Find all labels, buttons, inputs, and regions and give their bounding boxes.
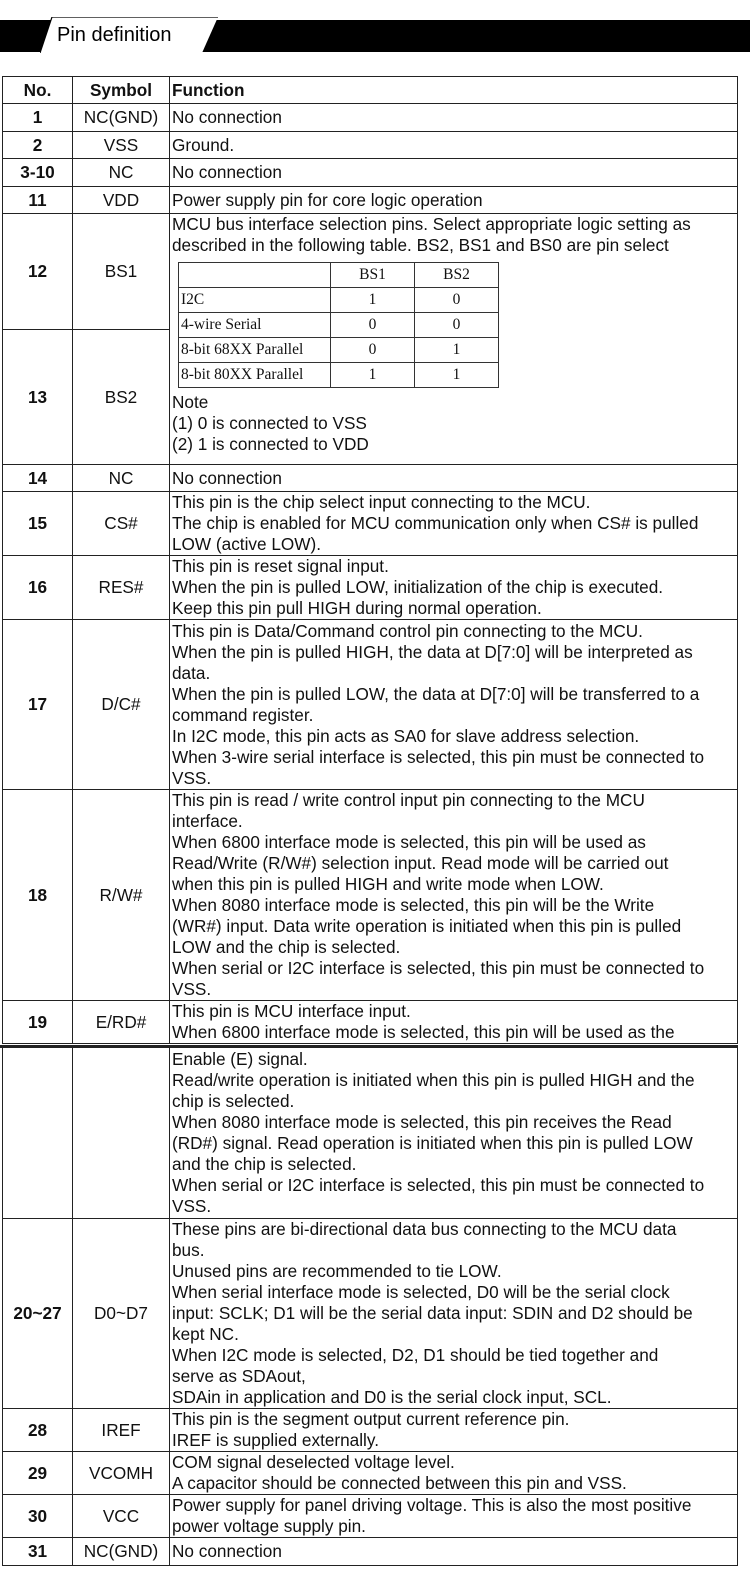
pin-number: 1 <box>3 104 73 132</box>
function-text-line: These pins are bi-directional data bus connecting to the MCU data <box>172 1219 677 1239</box>
table-header-row <box>3 77 738 104</box>
pin-symbol: RES# <box>73 556 170 620</box>
pin-symbol: NC(GND) <box>73 1538 170 1566</box>
pin-number: 18 <box>3 790 73 1001</box>
bus-select-value: 1 <box>415 338 499 363</box>
pin-function <box>170 132 738 159</box>
bus-select-value: 1 <box>331 288 415 313</box>
function-text-line: This pin is the segment output current reference pin. <box>172 1409 570 1429</box>
pin-number: 30 <box>3 1495 73 1538</box>
function-text-line: This pin is read / write control input pin connecting to the MCU <box>172 790 645 810</box>
pin-symbol: D/C# <box>73 620 170 790</box>
pin-symbol: VCOMH <box>73 1452 170 1495</box>
bus-select-header-cell: BS2 <box>415 263 499 288</box>
bus-select-mode: I2C <box>179 288 331 313</box>
bus-select-value: 0 <box>415 313 499 338</box>
pin-number: 2 <box>3 132 73 159</box>
pin-symbol: D0~D7 <box>73 1219 170 1409</box>
table-row <box>3 620 738 790</box>
pin-function <box>170 1538 738 1566</box>
pin-number <box>3 1048 73 1219</box>
function-text-line: LOW and the chip is selected. <box>172 937 401 957</box>
pin-function <box>170 556 738 620</box>
pin-number: 15 <box>3 492 73 556</box>
table-row <box>3 1409 738 1452</box>
pin-number: 12 <box>3 214 73 330</box>
bus-select-value: 1 <box>415 363 499 388</box>
function-text-line: input: SCLK; D1 will be the serial data input: SDIN and D2 should be <box>172 1303 693 1323</box>
function-text-line: When the pin is pulled HIGH, the data at D[7:0] will be interpreted as <box>172 641 693 662</box>
pin-definition-table <box>2 76 738 1044</box>
pin-number: 19 <box>3 1001 73 1044</box>
bus-select-value: 0 <box>331 313 415 338</box>
pin-symbol: BS2 <box>73 330 170 465</box>
function-text-line: LOW (active LOW). <box>172 534 321 554</box>
function-text-line: IREF is supplied externally. <box>172 1430 379 1450</box>
bus-select-value: 0 <box>331 338 415 363</box>
function-text-line: bus. <box>172 1240 205 1260</box>
function-text-line: serve as SDAout, <box>172 1366 306 1386</box>
function-text-line: When 6800 interface mode is selected, this pin will be used as the <box>172 1022 675 1042</box>
function-text-line: MCU bus interface selection pins. Select appropriate logic setting as <box>172 214 691 234</box>
pin-function <box>170 104 738 132</box>
table-row <box>3 159 738 187</box>
table-row <box>3 214 738 330</box>
function-text-line: chip is selected. <box>172 1091 295 1111</box>
function-text-line: SDAin in application and D0 is the serial clock input, SCL. <box>172 1387 612 1407</box>
function-text-line: When serial interface mode is selected, D0 will be the serial clock <box>172 1282 670 1302</box>
table-row <box>3 1452 738 1495</box>
table-row <box>3 104 738 132</box>
function-text-line: (RD#) signal. Read operation is initiated when this pin is pulled LOW <box>172 1133 693 1153</box>
bus-select-row <box>179 338 499 363</box>
bus-select-header-row <box>179 263 499 288</box>
function-text-line: Ground. <box>172 134 235 155</box>
pin-function <box>170 1495 738 1538</box>
pin-symbol: BS1 <box>73 214 170 330</box>
pin-number: 17 <box>3 620 73 790</box>
pin-function <box>170 620 738 790</box>
section-title: Pin definition <box>57 24 172 46</box>
pin-function <box>170 1409 738 1452</box>
pin-symbol: E/RD# <box>73 1001 170 1044</box>
function-text-line: When 3-wire serial interface is selected, this pin must be connected to <box>172 746 705 767</box>
function-text-line: VSS. <box>172 767 212 788</box>
table-row <box>3 1001 738 1044</box>
pin-symbol: VCC <box>73 1495 170 1538</box>
function-text-line: This pin is reset signal input. <box>172 556 389 576</box>
function-text-line: A capacitor should be connected between this pin and VSS. <box>172 1473 627 1493</box>
note-block <box>172 392 737 455</box>
function-text-line: Power supply for panel driving voltage. This is also the most positive <box>172 1495 692 1515</box>
pin-function <box>170 1452 738 1495</box>
function-text-line: kept NC. <box>172 1324 239 1344</box>
bus-select-table-wrapper <box>172 256 737 392</box>
bus-select-mode: 8-bit 80XX Parallel <box>179 363 331 388</box>
pin-symbol: VDD <box>73 187 170 214</box>
function-text-line: When the pin is pulled LOW, initialization of the chip is executed. <box>172 577 664 597</box>
bus-select-value: 1 <box>331 363 415 388</box>
bus-select-header-cell <box>179 263 331 288</box>
function-text-line: Power supply pin for core logic operation <box>172 189 483 210</box>
function-text-line: When I2C mode is selected, D2, D1 should be tied together and <box>172 1345 659 1365</box>
table-row <box>3 492 738 556</box>
function-text-line: No connection <box>172 1541 282 1561</box>
bus-select-header-cell: BS1 <box>331 263 415 288</box>
pin-symbol: CS# <box>73 492 170 556</box>
pin-function <box>170 465 738 492</box>
table-row <box>3 790 738 1001</box>
function-text-line: When 8080 interface mode is selected, this pin receives the Read <box>172 1112 672 1132</box>
column-header-no: No. <box>3 77 73 104</box>
function-text-line: When 8080 interface mode is selected, this pin will be the Write <box>172 895 655 915</box>
function-text-line: Read/write operation is initiated when this pin is pulled HIGH and the <box>172 1070 695 1090</box>
function-text-line: Read/Write (R/W#) selection input. Read mode will be carried out <box>172 853 669 873</box>
table-row <box>3 1538 738 1566</box>
table-row <box>3 465 738 492</box>
pin-symbol <box>73 1048 170 1219</box>
function-text-line: This pin is Data/Command control pin connecting to the MCU. <box>172 620 643 641</box>
pin-symbol: R/W# <box>73 790 170 1001</box>
pin-number: 11 <box>3 187 73 214</box>
bus-select-table <box>178 262 499 388</box>
function-text-line: When the pin is pulled LOW, the data at D[7:0] will be transferred to a <box>172 683 700 704</box>
pin-function <box>170 790 738 1001</box>
pin-number: 29 <box>3 1452 73 1495</box>
bus-select-row <box>179 288 499 313</box>
table-row <box>3 132 738 159</box>
function-text-line: (WR#) input. Data write operation is initiated when this pin is pulled <box>172 916 682 936</box>
pin-function <box>170 1001 738 1044</box>
function-text-line: when this pin is pulled HIGH and write mode when LOW. <box>172 874 604 894</box>
pin-function <box>170 214 738 465</box>
pin-number: 13 <box>3 330 73 465</box>
function-text-line: This pin is the chip select input connecting to the MCU. <box>172 492 591 512</box>
pin-function <box>170 1048 738 1219</box>
function-text-line: When serial or I2C interface is selected, this pin must be connected to <box>172 1175 705 1195</box>
column-header-function: Function <box>170 77 738 104</box>
pin-symbol: VSS <box>73 132 170 159</box>
bus-select-row <box>179 313 499 338</box>
note-line: (1) 0 is connected to VSS <box>172 413 367 433</box>
function-text-line: interface. <box>172 811 243 831</box>
function-text-line: VSS. <box>172 979 212 999</box>
pin-function <box>170 159 738 187</box>
function-text-line: Unused pins are recommended to tie LOW. <box>172 1261 502 1281</box>
function-text-line: described in the following table. BS2, BS1 and BS0 are pin select <box>172 235 669 255</box>
function-text-line: When serial or I2C interface is selected, this pin must be connected to <box>172 958 705 978</box>
bus-select-mode: 8-bit 68XX Parallel <box>179 338 331 363</box>
pin-number: 20~27 <box>3 1219 73 1409</box>
function-text-line: data. <box>172 662 211 683</box>
table-row <box>3 187 738 214</box>
pin-number: 28 <box>3 1409 73 1452</box>
bus-select-value: 0 <box>415 288 499 313</box>
pin-function <box>170 492 738 556</box>
note-line: Note <box>172 392 209 412</box>
pin-function <box>170 187 738 214</box>
bus-select-row <box>179 363 499 388</box>
function-text-line: In I2C mode, this pin acts as SA0 for slave address selection. <box>172 725 640 746</box>
pin-number: 31 <box>3 1538 73 1566</box>
function-text-line: VSS. <box>172 1196 212 1216</box>
function-text-line: and the chip is selected. <box>172 1154 357 1174</box>
table-row <box>3 1219 738 1409</box>
function-text-line: power voltage supply pin. <box>172 1516 366 1536</box>
pin-symbol: NC <box>73 465 170 492</box>
table-row <box>3 556 738 620</box>
function-text-line: Keep this pin pull HIGH during normal operation. <box>172 598 542 618</box>
function-text-line: No connection <box>172 467 282 488</box>
pin-definition-table-continued <box>2 1047 738 1566</box>
pin-number: 16 <box>3 556 73 620</box>
table-row <box>3 1048 738 1219</box>
table-row <box>3 1495 738 1538</box>
pin-number: 3-10 <box>3 159 73 187</box>
function-text-line: No connection <box>172 107 282 127</box>
pin-symbol: NC(GND) <box>73 104 170 132</box>
function-text-line: COM signal deselected voltage level. <box>172 1452 455 1472</box>
function-text-line: This pin is MCU interface input. <box>172 1001 411 1021</box>
function-text-line: Enable (E) signal. <box>172 1049 308 1069</box>
function-text-line: The chip is enabled for MCU communication only when CS# is pulled <box>172 513 699 533</box>
column-header-symbol: Symbol <box>73 77 170 104</box>
pin-number: 14 <box>3 465 73 492</box>
pin-function <box>170 1219 738 1409</box>
function-text-line: No connection <box>172 162 282 182</box>
function-text-line: When 6800 interface mode is selected, this pin will be used as <box>172 832 646 852</box>
pin-symbol: IREF <box>73 1409 170 1452</box>
note-line: (2) 1 is connected to VDD <box>172 434 369 454</box>
pin-symbol: NC <box>73 159 170 187</box>
function-text-line: command register. <box>172 704 314 725</box>
bus-select-mode: 4-wire Serial <box>179 313 331 338</box>
